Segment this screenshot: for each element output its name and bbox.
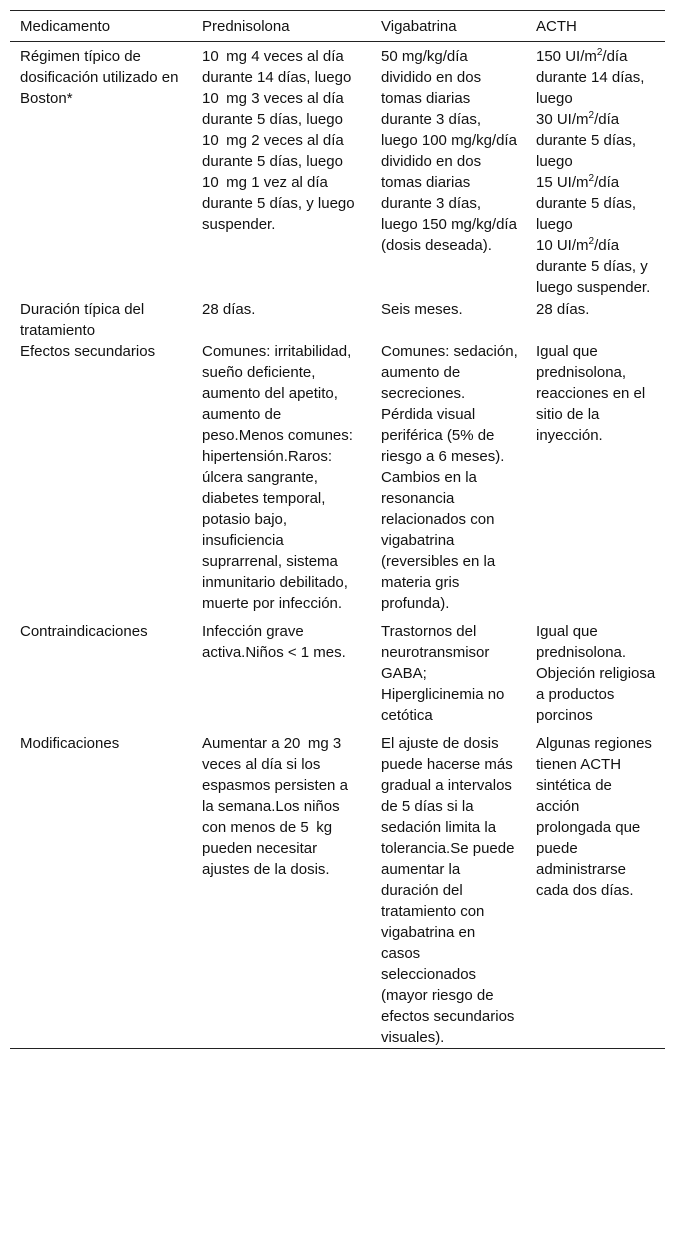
- medication-comparison-table-container: [10, 10, 665, 1049]
- prednisolona-cell: Comunes: irritabilidad, sueño deficiente, aumento del apetito, aumento de peso.Menos comunes: hipertensión.Raros: úlcera sangrante, diabetes temporal, potasio bajo, insuficiencia suprarrenal, sistema inmunitario debilitado, muerte por infección.: [202, 343, 353, 612]
- prednisolona-cell: [192, 42, 371, 299]
- prednisolona-cell: 28 días.: [202, 301, 256, 318]
- table-row: [10, 42, 665, 299]
- prednisolona-dose-segment: 10 mg 3 veces al día durante 5 días, luego 10 mg 2 veces al día durante 5 días, luego 10 mg 1 vez al día durante 5 días, y luego suspender.: [202, 90, 355, 233]
- medication-comparison-table: [10, 10, 665, 1049]
- acth-dose-segment: [536, 235, 657, 298]
- superscript: 2: [596, 47, 603, 58]
- vigabatrina-cell: 50 mg/kg/día dividido en dos tomas diarias durante 3 días, luego 100 mg/kg/día dividido en dos tomas diarias durante 3 días, luego 150 mg/kg/día (dosis deseada).: [381, 48, 517, 254]
- acth-dose-text: 15 UI/m: [536, 174, 589, 191]
- row-label-cell: Contraindicaciones: [20, 623, 148, 640]
- row-label-cell: Régimen típico de dosificación utilizado en Boston*: [20, 48, 179, 107]
- superscript: 2: [588, 173, 595, 184]
- acth-cell: [526, 42, 665, 299]
- prednisolona-dose-segment: 10 mg 4 veces al día durante 14 días, luego: [202, 48, 352, 86]
- prednisolona-cell: Aumentar a 20 mg 3 veces al día si los espasmos persisten a la semana.Los niños con menos de 5 kg pueden necesitar ajustes de la dosis.: [202, 735, 348, 878]
- vigabatrina-cell: Trastornos del neurotransmisor GABA; Hiperglicinemia no cetótica: [381, 623, 505, 724]
- acth-cell: 28 días.: [536, 301, 590, 318]
- table-row: [10, 726, 665, 1049]
- acth-dose-segment: [536, 46, 657, 109]
- row-label-cell: Modificaciones: [20, 735, 120, 752]
- acth-cell: Igual que prednisolona, reacciones en el sitio de la inyección.: [536, 343, 646, 444]
- acth-dose-text: 30 UI/m: [536, 111, 589, 128]
- header-cell-vigabatrina: Vigabatrina: [381, 17, 457, 35]
- table-header: [10, 11, 665, 42]
- header-cell-medicamento: Medicamento: [20, 17, 111, 35]
- row-label-cell: Duración típica del tratamiento: [20, 301, 145, 339]
- acth-dose-text: /día durante 5 días, luego: [536, 174, 637, 233]
- acth-dose-text: /día durante 5 días, y luego suspender.: [536, 237, 651, 296]
- row-label-cell: Efectos secundarios: [20, 343, 156, 360]
- header-row: [10, 11, 665, 42]
- superscript: 2: [588, 236, 595, 247]
- vigabatrina-cell: El ajuste de dosis puede hacerse más gradual a intervalos de 5 días si la sedación limita la tolerancia.Se puede aumentar la duración del tratamiento con vigabatrina en casos seleccionados (mayor riesgo de efectos secundarios visuales).: [381, 735, 515, 1046]
- acth-dose-segment: [536, 109, 657, 172]
- table-body: [10, 42, 665, 1049]
- superscript: 2: [588, 110, 595, 121]
- acth-dose-text: /día durante 14 días, luego: [536, 48, 645, 107]
- table-row: [10, 298, 665, 341]
- acth-dose-text: /día durante 5 días, luego: [536, 111, 637, 170]
- table-row: [10, 614, 665, 726]
- acth-dose-text: 150 UI/m: [536, 48, 597, 65]
- vigabatrina-cell: Comunes: sedación, aumento de secreciones. Pérdida visual periférica (5% de riesgo a 6 meses). Cambios en la resonancia relacionados con vigabatrina (reversibles en la materia gris profunda).: [381, 343, 518, 612]
- prednisolona-cell: Infección grave activa.Niños < 1 mes.: [202, 623, 346, 661]
- acth-dose-segment: [536, 172, 657, 235]
- header-cell-acth: ACTH: [536, 17, 577, 35]
- acth-dose-text: 10 UI/m: [536, 237, 589, 254]
- acth-cell: Algunas regiones tienen ACTH sintética de acción prolongada que puede administrarse cada dos días.: [536, 735, 652, 899]
- vigabatrina-cell: Seis meses.: [381, 301, 463, 318]
- header-cell-prednisolona: Prednisolona: [202, 17, 290, 35]
- acth-cell: Igual que prednisolona. Objeción religiosa a productos porcinos: [536, 623, 656, 724]
- table-row: [10, 341, 665, 614]
